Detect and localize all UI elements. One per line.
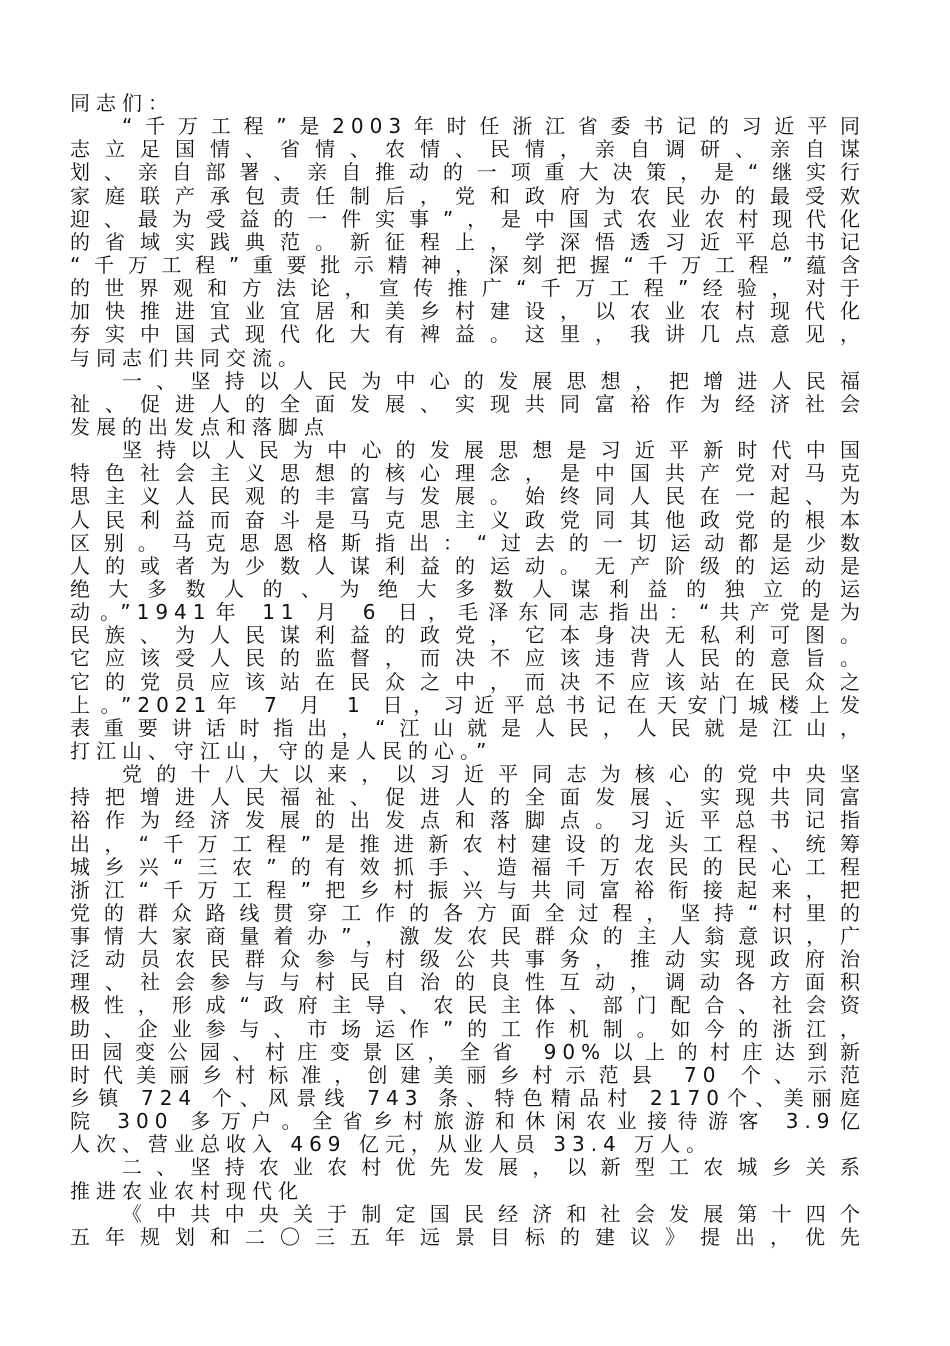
text-line: 区别。马克思恩格斯指出：“过去的一切运动都是少数 — [70, 531, 866, 555]
text-line: 党的群众路线贯穿工作的各方面全过程，坚持“村里的 — [70, 901, 866, 925]
text-line: 志立足国情、省情、农情、民情，亲自调研、亲自谋 — [70, 138, 866, 162]
text-line: 坚持以人民为中心的发展思想是习近平新时代中国 — [122, 439, 866, 463]
text-line: 祉、促进人的全面发展、实现共同富裕作为经济社会 — [70, 392, 866, 416]
text-line: 发展的出发点和落脚点 — [70, 415, 330, 439]
text-line: 理、社会参与与村民自治的良性互动，调动各方面积 — [70, 971, 866, 995]
text-line: 特色社会主义思想的核心理念，是中国共产党对马克 — [70, 462, 866, 486]
text-line: 迎、最为受益的一件实事”，是中国式农业农村现代化 — [70, 207, 866, 231]
text-line: 划、亲自部署、亲自推动的一项重大决策，是“继实行 — [70, 161, 866, 185]
text-line: 推进农业农村现代化 — [70, 1179, 304, 1203]
text-line: 与同志们共同交流。 — [70, 346, 304, 370]
text-line: 同志们： — [70, 92, 174, 115]
text-line: 的省域实践典范。新征程上，学深悟透习近平总书记 — [70, 230, 866, 254]
text-line: 城乡兴“三农”的有效抓手、造福千万农民的民心工程 — [70, 855, 866, 879]
text-line: 裕作为经济发展的出发点和落脚点。习近平总书记指 — [70, 809, 866, 833]
text-line: 打江山、守江山，守的是人民的心。” — [70, 739, 493, 763]
text-line: 动。”1941年 11 月 6 日，毛泽东同志指出：“共产党是为 — [70, 601, 866, 625]
text-line: 五年规划和二〇三五年远景目标的建议》提出，优先 — [70, 1225, 866, 1249]
text-line: 的世界观和方法论，宣传推广“千万工程”经验，对于 — [70, 277, 866, 301]
text-line: 它应该受人民的监督，而决不应该违背人民的意旨。 — [70, 647, 866, 671]
text-line: 院 300 多万户。全省乡村旅游和休闲农业接待游客 3.9亿 — [70, 1110, 866, 1134]
text-line: 加快推进宜业宜居和美乡村建设，以农业农村现代化 — [70, 300, 866, 324]
text-line: 助、企业参与、市场运作”的工作机制。如今的浙江， — [70, 1017, 866, 1041]
text-line: 人的或者为少数人谋利益的运动。无产阶级的运动是 — [70, 554, 866, 578]
text-line: 一、坚持以人民为中心的发展思想，把增进人民福 — [122, 369, 866, 393]
text-line: 绝大多数人的、为绝大多数人谋利益的独立的运 — [70, 577, 866, 601]
document-body — [70, 92, 866, 1249]
text-line: 《中共中央关于制定国民经济和社会发展第十四个 — [122, 1202, 866, 1226]
text-line: 时代美丽乡村标准，创建美丽乡村示范县 70 个、示范 — [70, 1063, 866, 1087]
text-line: 思主义人民观的丰富与发展。始终同人民在一起、为 — [70, 485, 866, 509]
text-line: 家庭联产承包责任制后，党和政府为农民办的最受欢 — [70, 184, 866, 208]
text-line: “千万工程”重要批示精神，深刻把握“千万工程”蕴含 — [70, 253, 866, 277]
text-line: 二、坚持农业农村优先发展，以新型工农城乡关系 — [122, 1156, 866, 1180]
text-line: 党的十八大以来，以习近平同志为核心的党中央坚 — [122, 763, 866, 787]
text-line: 表重要讲话时指出，“江山就是人民，人民就是江山， — [70, 716, 866, 740]
text-line: 乡镇 724 个、风景线 743 条、特色精品村 2170个、美丽庭 — [70, 1087, 866, 1111]
text-line: 极性，形成“政府主导、农民主体、部门配合、社会资 — [70, 994, 866, 1018]
text-line: 夯实中国式现代化大有裨益。这里，我讲几点意见， — [70, 323, 866, 347]
text-line: “千万工程”是2003年时任浙江省委书记的习近平同 — [122, 115, 866, 139]
text-line: 田园变公园、村庄变景区，全省 90%以上的村庄达到新 — [70, 1040, 866, 1064]
text-line: 民族、为人民谋利益的政党，它本身决无私利可图。 — [70, 624, 866, 648]
text-line: 人次、营业总收入 469 亿元，从业人员 33.4 万人。 — [70, 1133, 713, 1157]
text-line: 泛动员农民群众参与村级公共事务，推动实现政府治 — [70, 948, 866, 972]
text-line: 上。”2021年 7 月 1 日，习近平总书记在天安门城楼上发 — [70, 693, 866, 717]
text-line: 浙江“千万工程”把乡村振兴与共同富裕衔接起来，把 — [70, 878, 866, 902]
text-line: 出，“千万工程”是推进新农村建设的龙头工程、统筹 — [70, 832, 866, 856]
text-line: 它的党员应该站在民众之中，而决不应该站在民众之 — [70, 670, 866, 694]
text-line: 人民利益而奋斗是马克思主义政党同其他政党的根本 — [70, 508, 866, 532]
text-line: 持把增进人民福祉、促进人的全面发展、实现共同富 — [70, 786, 866, 810]
text-line: 事情大家商量着办”，激发农民群众的主人翁意识，广 — [70, 925, 866, 949]
